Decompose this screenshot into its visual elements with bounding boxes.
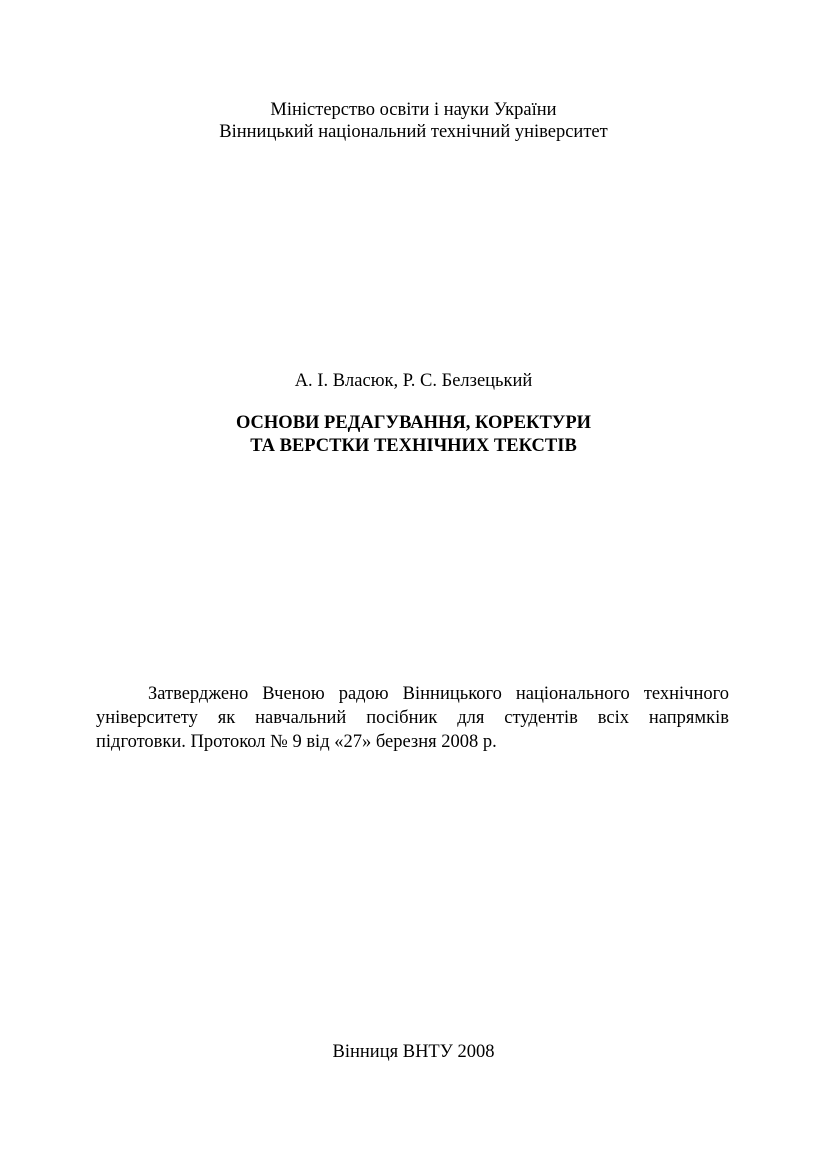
approval-line-3: підготовки. Протокол № 9 від «27» березня 2008 р. (96, 732, 497, 752)
imprint-footer: Вінниця ВНТУ 2008 (332, 1042, 495, 1062)
ministry-heading: Міністерство освіти і науки України (270, 100, 557, 120)
approval-statement (96, 682, 729, 754)
book-title-line-1: ОСНОВИ РЕДАГУВАННЯ, КОРЕКТУРИ (235, 413, 592, 433)
book-title-line-2: ТА ВЕРСТКИ ТЕХНІЧНИХ ТЕКСТІВ (250, 436, 577, 456)
authors: А. І. Власюк, Р. С. Белзецький (294, 371, 533, 391)
approval-line-1: Затверджено Вченою радою Вінницького національного технічного (148, 684, 729, 704)
university-heading: Вінницький національний технічний університет (219, 122, 608, 142)
approval-line-2: університету як навчальний посібник для студентів всіх напрямків (96, 708, 729, 728)
